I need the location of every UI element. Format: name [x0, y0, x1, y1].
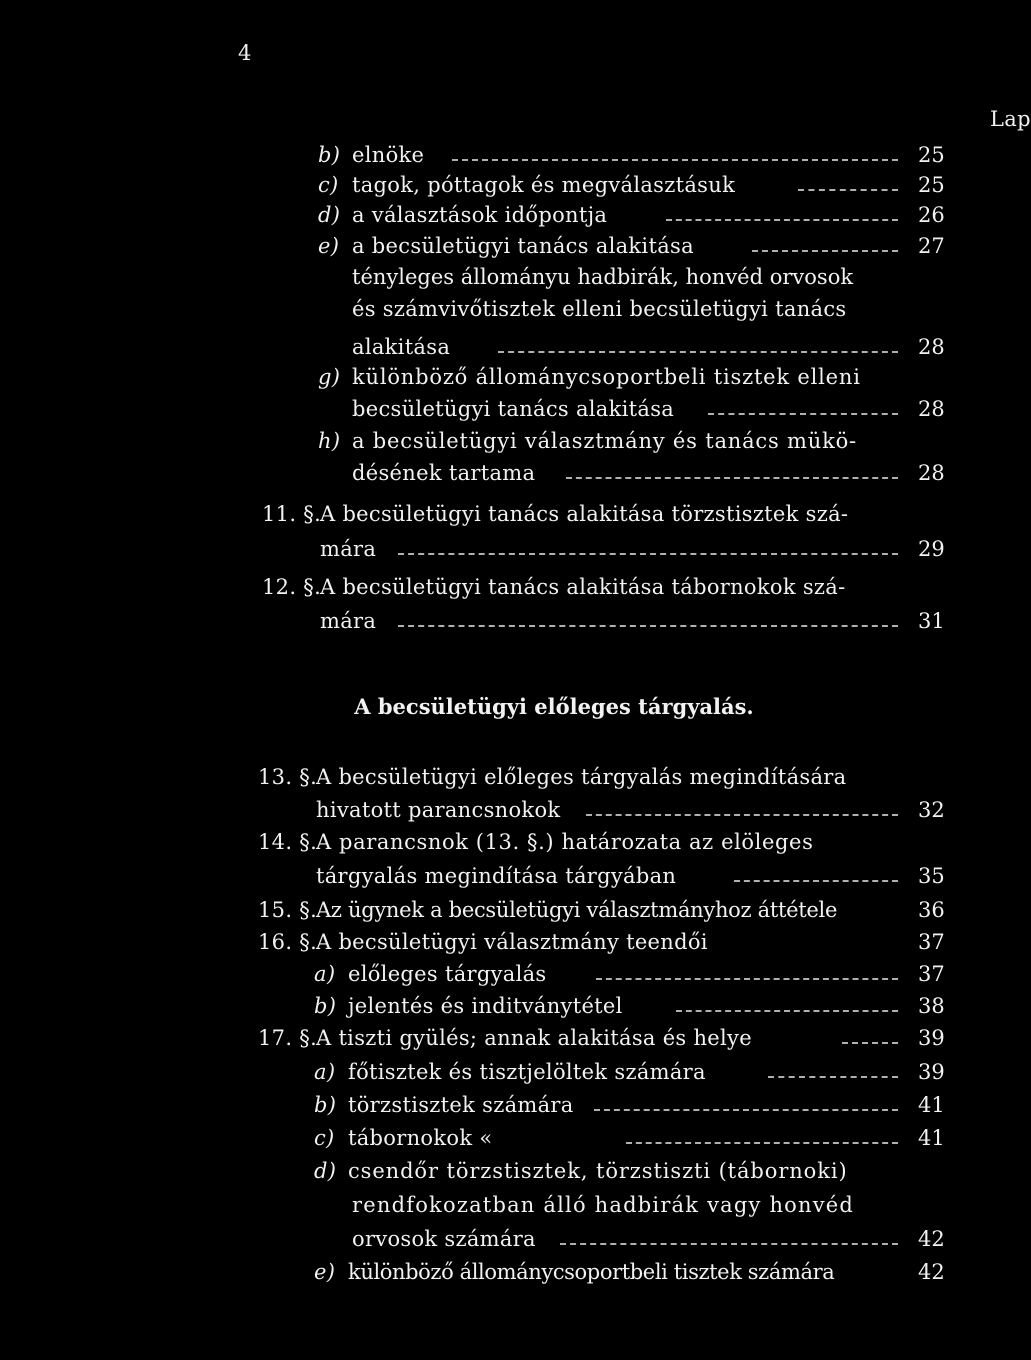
entry-text: becsületügyi tanács alakitása	[352, 397, 675, 421]
entry-text: orvosok számára	[352, 1227, 536, 1251]
toc-entry	[0, 428, 1024, 458]
toc-entry	[0, 929, 1024, 959]
leader-dots	[708, 413, 898, 415]
entry-page: 25	[918, 143, 945, 167]
entry-label: h)	[318, 429, 341, 453]
entry-text: hivatott parancsnokok	[316, 798, 561, 822]
entry-label: 14. §.	[258, 830, 318, 854]
leader-dots	[560, 1243, 898, 1245]
entry-text: désének tartama	[352, 461, 536, 485]
entry-page: 38	[918, 994, 945, 1018]
entry-text: mára	[320, 609, 377, 633]
entry-text: tábornokok «	[348, 1126, 493, 1150]
entry-text: alakitása	[352, 335, 451, 359]
toc-entry	[0, 1125, 1024, 1155]
leader-dots	[566, 477, 898, 479]
entry-text: tárgyalás megindítása tárgyában	[316, 864, 677, 888]
entry-text: A becsületügyi előleges tárgyalás megindítására	[316, 765, 847, 789]
entry-text: elnöke	[352, 143, 425, 167]
entry-page: 37	[918, 930, 945, 954]
leader-dots	[842, 1042, 898, 1044]
leader-dots	[752, 250, 898, 252]
entry-page: 35	[918, 864, 945, 888]
entry-page: 29	[918, 537, 945, 561]
entry-page: 41	[918, 1126, 945, 1150]
toc-entry	[0, 296, 1024, 326]
toc-entry	[0, 829, 1024, 859]
leader-dots	[676, 1010, 898, 1012]
entry-page: 32	[918, 798, 945, 822]
entry-text: mára	[320, 537, 377, 561]
toc-entry	[0, 608, 1024, 638]
entry-label: e)	[318, 234, 340, 258]
toc-entry	[0, 897, 1024, 927]
toc-entry	[0, 1226, 1024, 1256]
section-heading	[0, 694, 1024, 719]
leader-dots	[666, 219, 898, 221]
entry-label: c)	[314, 1126, 335, 1150]
entry-page: 42	[918, 1260, 945, 1284]
entry-page: 39	[918, 1026, 945, 1050]
entry-label: d)	[314, 1159, 337, 1183]
entry-label: 13. §.	[258, 765, 318, 789]
toc-entry	[0, 797, 1024, 827]
entry-text: jelentés és inditványtétel	[348, 994, 623, 1018]
entry-text: A becsületügyi tanács alakitása törzstisztek szá-	[320, 502, 849, 526]
entry-text: a választások időpontja	[352, 203, 608, 227]
entry-page: 41	[918, 1093, 945, 1117]
entry-label: 17. §.	[258, 1026, 318, 1050]
entry-text: A becsületügyi tanács alakitása tábornokok szá-	[320, 575, 846, 599]
entry-page: 37	[918, 962, 945, 986]
entry-text: rendfokozatban álló hadbirák vagy honvéd	[352, 1193, 855, 1217]
toc-entry	[0, 961, 1024, 991]
entry-text: törzstisztek számára	[348, 1093, 574, 1117]
entry-label: e)	[314, 1260, 336, 1284]
entry-page: 27	[918, 234, 945, 258]
toc-entry	[0, 233, 1024, 263]
toc-entry	[0, 1158, 1024, 1188]
entry-text: a becsületügyi választmány és tanács mükö-	[352, 429, 857, 453]
entry-label: b)	[318, 143, 341, 167]
leader-dots	[798, 189, 898, 191]
toc-entry	[0, 574, 1024, 604]
entry-label: 11. §.	[262, 502, 322, 526]
toc-entry	[0, 501, 1024, 531]
toc-entry	[0, 142, 1024, 172]
leader-dots	[398, 625, 898, 627]
entry-text: és számvivőtisztek elleni becsületügyi tanács	[352, 297, 847, 321]
entry-text: tényleges állományu hadbirák, honvéd orvosok	[352, 265, 854, 289]
entry-label: 15. §.	[258, 898, 318, 922]
leader-dots	[768, 1076, 898, 1078]
entry-text: különböző állománycsoportbeli tisztek számára	[348, 1260, 835, 1284]
page-number: 4	[238, 41, 252, 65]
entry-text: tagok, póttagok és megválasztásuk	[352, 173, 736, 197]
entry-page: 31	[918, 609, 945, 633]
column-header-page: Lap	[990, 107, 1031, 131]
toc-entry	[0, 1059, 1024, 1089]
entry-text: különböző állománycsoportbeli tisztek elleni	[352, 365, 861, 389]
entry-text: A parancsnok (13. §.) határozata az elöleges	[316, 830, 814, 854]
leader-dots	[594, 1109, 898, 1111]
toc-entry	[0, 202, 1024, 232]
entry-text: a becsületügyi tanács alakitása	[352, 234, 694, 258]
entry-text: előleges tárgyalás	[348, 962, 547, 986]
leader-dots	[596, 978, 898, 980]
entry-text: főtisztek és tisztjelöltek számára	[348, 1060, 706, 1084]
entry-text: Az ügynek a becsületügyi választmányhoz áttétele	[316, 898, 838, 922]
entry-label: b)	[314, 994, 337, 1018]
entry-page: 39	[918, 1060, 945, 1084]
leader-dots	[586, 814, 898, 816]
toc-entry	[0, 396, 1024, 426]
entry-page: 36	[918, 898, 945, 922]
toc-entry	[0, 264, 1024, 294]
toc-entry	[0, 1092, 1024, 1122]
entry-page: 28	[918, 397, 945, 421]
entry-page: 26	[918, 203, 945, 227]
entry-label: a)	[314, 962, 336, 986]
leader-dots	[398, 553, 898, 555]
entry-label: 12. §.	[262, 575, 322, 599]
entry-label: b)	[314, 1093, 337, 1117]
toc-entry	[0, 863, 1024, 893]
section-heading-text: A becsületügyi előleges tárgyalás.	[354, 694, 754, 719]
toc-entry	[0, 460, 1024, 490]
entry-label: g)	[318, 365, 341, 389]
entry-label: d)	[318, 203, 341, 227]
entry-label: c)	[318, 173, 339, 197]
toc-entry	[0, 1259, 1024, 1289]
entry-text: csendőr törzstisztek, törzstiszti (tábornoki)	[348, 1159, 848, 1183]
entry-page: 42	[918, 1227, 945, 1251]
toc-entry	[0, 993, 1024, 1023]
toc-entry	[0, 1025, 1024, 1055]
toc-entry	[0, 334, 1024, 364]
entry-text: A tiszti gyülés; annak alakitása és helye	[316, 1026, 752, 1050]
leader-dots	[734, 880, 898, 882]
leader-dots	[498, 351, 898, 353]
entry-page: 25	[918, 173, 945, 197]
entry-text: A becsületügyi választmány teendői	[316, 930, 708, 954]
leader-dots	[626, 1142, 898, 1144]
toc-entry	[0, 536, 1024, 566]
toc-entry	[0, 1192, 1024, 1222]
entry-page: 28	[918, 461, 945, 485]
toc-entry	[0, 364, 1024, 394]
toc-entry	[0, 172, 1024, 202]
entry-page: 28	[918, 335, 945, 359]
entry-label: a)	[314, 1060, 336, 1084]
leader-dots	[452, 159, 898, 161]
toc-entry	[0, 764, 1024, 794]
entry-label: 16. §.	[258, 930, 318, 954]
